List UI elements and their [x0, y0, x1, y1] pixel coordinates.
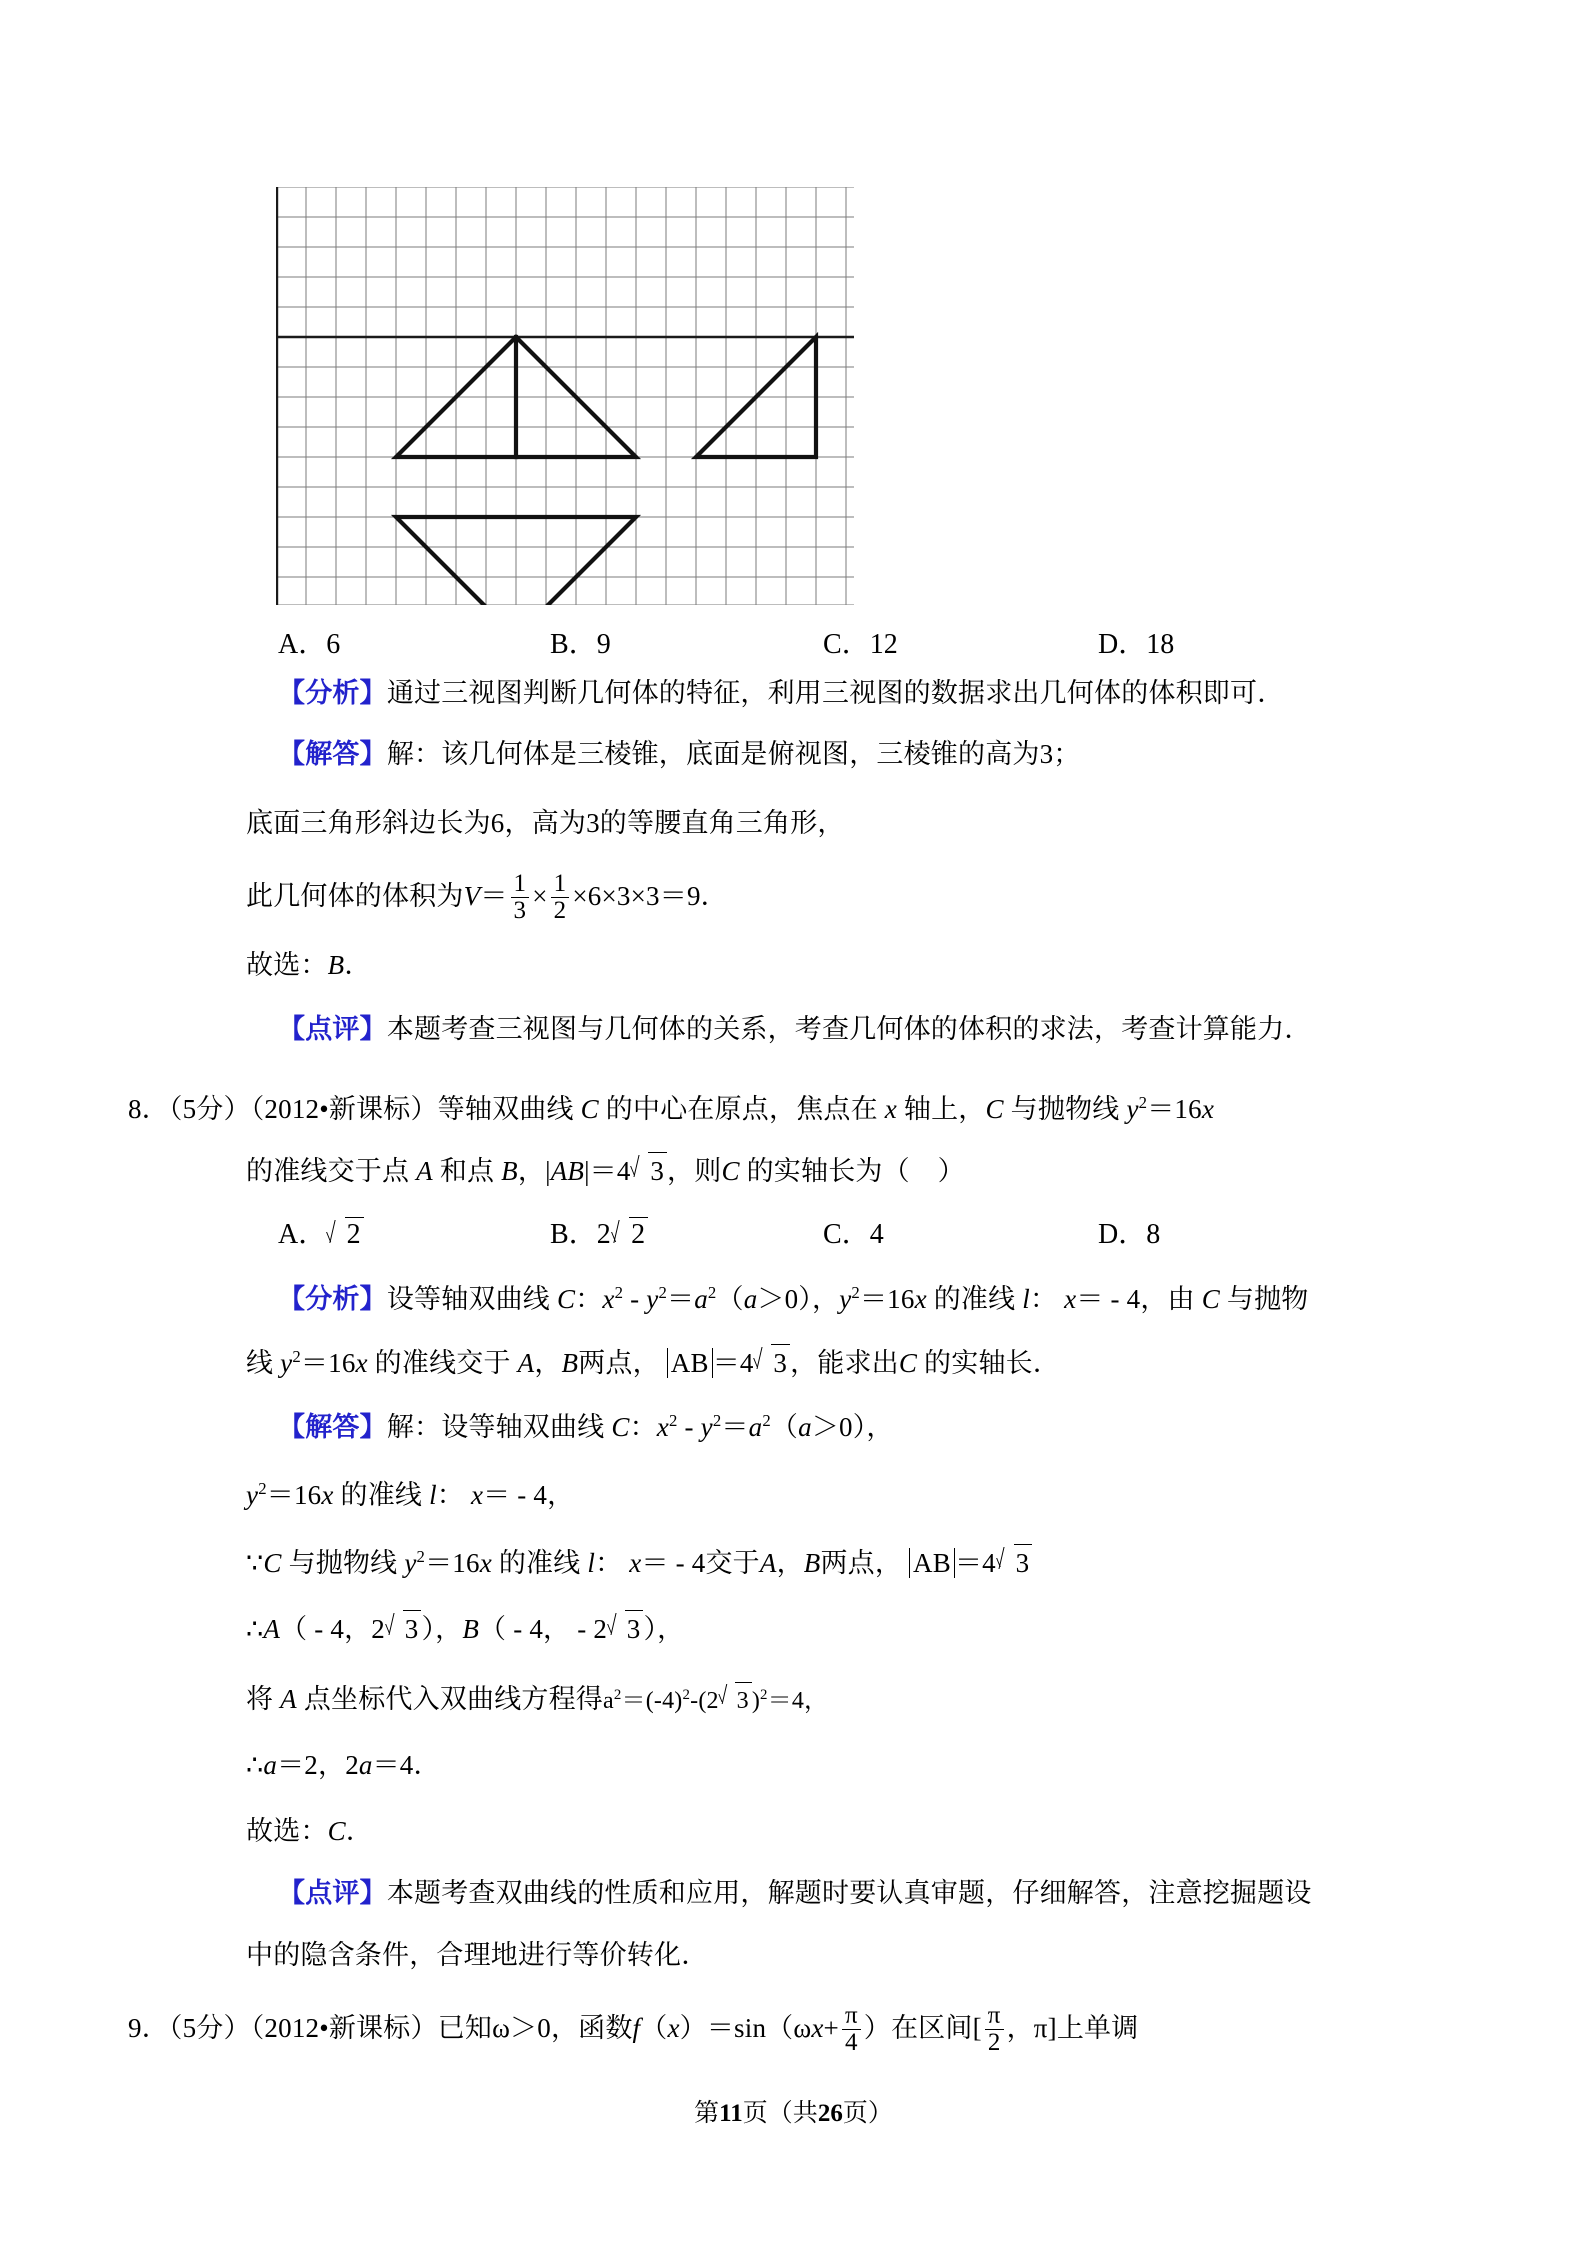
q8-so5-8: ＝4，: [767, 1688, 829, 1714]
q8-an2-12: C: [898, 1348, 918, 1378]
q8-an-21: 与抛物: [1226, 1284, 1309, 1314]
q8-so5-a: [603, 1688, 828, 1714]
q8-stem-f: C: [985, 1094, 1004, 1124]
q8-so5-1: 将: [246, 1684, 274, 1714]
footer-middle: 页（共: [742, 2100, 818, 2127]
q8-so3-15: ＝4: [954, 1548, 996, 1578]
q8-so5-4: a: [603, 1688, 614, 1714]
q8-option-a-label: A: [278, 1219, 299, 1250]
radical: [720, 1682, 752, 1718]
q9-source: （2012•新课标）: [250, 2012, 438, 2043]
radicand: 3: [771, 1344, 790, 1380]
q7-volume-prefix: 此几何体的体积为: [246, 880, 464, 911]
q8-an-4sup: 2: [614, 1283, 624, 1302]
review-text-1: 本题考查双曲线的性质和应用，解题时要认真审题，仔细解答，注意挖掘题设: [386, 1878, 1312, 1908]
q8-so4-6: ），: [643, 1614, 685, 1644]
q8-so-10: a: [798, 1412, 812, 1442]
footer-suffix: 页）: [842, 2100, 893, 2127]
q8-l2-d: B: [501, 1156, 518, 1186]
q8-an-17: ：: [1030, 1284, 1058, 1314]
q8-stem-h-sup: 2: [1138, 1093, 1148, 1112]
q8-so-9: （: [770, 1412, 799, 1442]
q8-score: （5分）: [168, 1094, 251, 1124]
radical: [997, 1544, 1032, 1580]
q8-an-5: -: [623, 1284, 647, 1314]
q8-l2-g: |＝4: [584, 1156, 631, 1186]
choose-dot: ．: [345, 1816, 374, 1846]
page-footer: [0, 2093, 1587, 2129]
q8-an-8: a: [694, 1284, 708, 1314]
q8-stem-j: x: [1201, 1094, 1214, 1124]
fraction-denominator: 2: [551, 897, 570, 924]
choose-label: 故选：: [246, 1816, 328, 1846]
grid-lines: [276, 187, 854, 605]
q8-so-11: ＞0），: [811, 1412, 894, 1442]
volume-variable: V: [463, 880, 481, 911]
q8-an-19: ＝ - 4，由: [1076, 1284, 1195, 1314]
radicand: 3: [648, 1152, 667, 1188]
volume-tail: ×6×3×3＝9．: [572, 880, 728, 911]
q8-so-7: ＝: [721, 1412, 749, 1442]
q7-solution-line: [278, 737, 1081, 771]
q8-so3-3: y: [404, 1548, 417, 1578]
q7-option-d[interactable]: D．18: [1098, 629, 1175, 660]
q8-solution-line-1: [278, 1404, 894, 1444]
q8-solution-line-5: [246, 1678, 828, 1718]
q8-so5-2: A: [280, 1684, 297, 1714]
q8-source: （2012•新课标）: [250, 1094, 438, 1124]
q8-l2-j: 的实轴长为（: [746, 1156, 910, 1186]
q7-review-line: [278, 1012, 1312, 1046]
radical: [608, 1610, 643, 1646]
q8-solution-line-3: [246, 1540, 1032, 1580]
q8-option-c[interactable]: C．4: [823, 1219, 884, 1250]
q8-so3-10: ＝ - 4交于: [641, 1548, 760, 1578]
q8-so-6sup: 2: [712, 1411, 722, 1430]
radicand: 2: [345, 1217, 364, 1251]
q8-so-5: -: [677, 1412, 701, 1442]
radicand: 3: [735, 1682, 752, 1718]
q8-option-b-coef: 2: [596, 1219, 611, 1250]
fraction-pi-over-4: [842, 2003, 861, 2057]
q8-so-2: C: [611, 1412, 630, 1442]
radicand: 3: [625, 1610, 644, 1646]
q8-number: 8．: [128, 1094, 169, 1124]
q8-so-3: ：: [629, 1412, 657, 1442]
q8-an-13: ＝16: [859, 1284, 915, 1314]
q8-so3-0: ∵: [246, 1548, 264, 1578]
fraction-one-third: [511, 871, 530, 925]
q8-an2-10: ＝4: [712, 1348, 754, 1378]
q8-so2-2: ＝16: [266, 1480, 322, 1510]
q8-so2-8: ＝ - 4，: [483, 1480, 575, 1510]
q8-so3-8: ：: [595, 1548, 623, 1578]
q8-an-6: y: [646, 1284, 659, 1314]
q8-so3-11: A: [759, 1548, 777, 1578]
q9-t9: ，π]上单调: [1006, 2012, 1139, 2043]
q8-option-a[interactable]: A． 2: [278, 1212, 364, 1252]
q8-l2-f: AB: [550, 1156, 585, 1186]
q8-an-20: C: [1201, 1284, 1220, 1314]
q8-so3-13: B: [803, 1548, 821, 1578]
q8-so2-1sup: 2: [258, 1479, 267, 1498]
review-tag: 【点评】: [278, 1014, 387, 1044]
q8-an2-1: 线: [246, 1348, 274, 1378]
absolute-value-AB: [667, 1348, 713, 1378]
q9-t5: ）＝sin（ω: [679, 2012, 812, 2043]
abs-content: AB: [670, 1348, 709, 1378]
fraction-denominator: 4: [842, 2029, 861, 2056]
solution-intro: 解：该几何体是三棱锥，底面是俯视图，三棱锥的高为3；: [386, 739, 1081, 769]
q8-so-4: x: [656, 1412, 669, 1442]
q8-an2-11: ，能求出: [790, 1348, 899, 1378]
radicand: 2: [629, 1217, 648, 1251]
radical: [386, 1610, 421, 1646]
q8-stem-e: 轴上，: [903, 1094, 986, 1124]
radical: [632, 1152, 667, 1188]
q8-stem-c: 的中心在原点，焦点在: [605, 1094, 878, 1124]
q8-l2-a: 的准线交于点: [246, 1156, 410, 1186]
q8-so2-4: 的准线: [340, 1480, 423, 1510]
q8-so5-7sup: 2: [760, 1687, 768, 1703]
q8-an-6sup: 2: [658, 1283, 668, 1302]
q8-option-d[interactable]: D．8: [1098, 1219, 1161, 1250]
q8-so6-0: ∴: [246, 1750, 264, 1780]
fraction-denominator: 2: [985, 2029, 1004, 2056]
radical: [612, 1217, 648, 1251]
q8-so5-5: ＝(-4): [621, 1688, 683, 1714]
choose-label: 故选：: [246, 950, 328, 980]
solution-tag: 【解答】: [278, 1412, 387, 1442]
q8-an-10: a: [743, 1284, 758, 1314]
q8-so3-6: 的准线: [498, 1548, 581, 1578]
q8-so6-1: a: [263, 1750, 278, 1780]
radicand: 3: [403, 1610, 422, 1646]
q8-so-8sup: 2: [762, 1411, 771, 1430]
radical: [327, 1217, 363, 1251]
times-operator: ×: [532, 880, 548, 911]
choose-value: B: [327, 950, 345, 980]
q8-l2-i: C: [721, 1156, 740, 1186]
q8-an-18: x: [1064, 1284, 1077, 1314]
q8-so6-3: a: [358, 1750, 373, 1780]
q8-so2-1: y: [246, 1480, 259, 1510]
q8-so5-3: 点坐标代入双曲线方程得: [303, 1684, 604, 1714]
q8-analysis-line-1: [278, 1276, 1308, 1316]
q8-an2-7: ，: [534, 1348, 562, 1378]
q7-analysis-line: [278, 676, 1284, 710]
radical: [755, 1344, 790, 1380]
analysis-tag: 【分析】: [278, 1284, 387, 1314]
q8-an2-3: ＝16: [300, 1348, 356, 1378]
q8-stem-line-2: [246, 1152, 965, 1188]
q8-so2-3: x: [321, 1480, 334, 1510]
q8-so3-4: ＝16: [425, 1548, 480, 1578]
q8-l2-b: A: [416, 1156, 433, 1186]
q9-t8: ）在区间[: [863, 2012, 982, 2043]
solution-tag: 【解答】: [278, 739, 387, 769]
q8-so5-4sup: 2: [613, 1687, 622, 1703]
fraction-pi-over-2: [985, 2003, 1004, 2057]
q8-so-4sup: 2: [668, 1411, 678, 1430]
q8-so4-5: （ - 4， - 2: [479, 1614, 608, 1644]
q8-choose-line: [246, 1814, 373, 1848]
q8-an-16: l: [1022, 1284, 1030, 1314]
q7-option-c-label: C: [823, 629, 842, 660]
q8-so6-2: ＝2，2: [277, 1750, 359, 1780]
q8-solution-line-4: [246, 1610, 684, 1646]
footer-prefix: 第: [694, 2100, 720, 2127]
q8-stem-a: 等轴双曲线: [437, 1094, 574, 1124]
q8-so3-1: C: [263, 1548, 282, 1578]
q8-so3-3sup: 2: [416, 1547, 426, 1566]
q8-an2-6: A: [517, 1348, 535, 1378]
q7-option-a-value: 6: [326, 629, 341, 660]
q8-stem-d: x: [884, 1094, 897, 1124]
review-text: 本题考查三视图与几何体的关系，考查几何体的体积的求法，考查计算能力．: [386, 1014, 1312, 1044]
fraction-one-half: [551, 871, 570, 925]
q8-an2-9: 两点，: [578, 1348, 660, 1378]
q8-so4-4: B: [462, 1614, 480, 1644]
q8-an-2: C: [556, 1284, 576, 1314]
review-tag: 【点评】: [278, 1878, 387, 1908]
q8-an-11: ＞0），: [757, 1284, 840, 1314]
q8-an-15: 的准线: [933, 1284, 1016, 1314]
q8-an-1: 设等轴双曲线: [386, 1284, 551, 1314]
q8-option-d-value: 8: [1146, 1219, 1161, 1250]
q8-so2-5: l: [429, 1480, 437, 1510]
choose-dot: ．: [344, 950, 372, 980]
q8-so3-5: x: [479, 1548, 492, 1578]
fraction-numerator: 1: [553, 870, 567, 897]
grid-border: [276, 187, 854, 605]
q8-so5-6: -(2: [690, 1688, 719, 1714]
q8-l2-k: ）: [937, 1156, 965, 1186]
q8-so2-7: x: [470, 1480, 484, 1510]
absolute-value-AB: [909, 1548, 955, 1578]
q7-option-c[interactable]: C．12: [823, 629, 898, 660]
q8-so2-6: ：: [436, 1480, 464, 1510]
q7-option-b-label: B: [550, 629, 569, 660]
q9-stem-line: [128, 2004, 1138, 2058]
radicand: 3: [1014, 1544, 1033, 1580]
q8-so5-7: ): [751, 1688, 761, 1714]
q9-t4: x: [667, 2012, 680, 2043]
q7-option-c-value: 12: [869, 629, 898, 660]
q8-option-b-label: B: [550, 1219, 569, 1250]
q8-stem-b: C: [580, 1094, 599, 1124]
analysis-text: 通过三视图判断几何体的特征，利用三视图的数据求出几何体的体积即可．: [386, 678, 1285, 708]
q8-so4-0: ∴: [246, 1614, 264, 1644]
q8-an2-4: x: [355, 1348, 368, 1378]
q8-so3-2: 与抛物线: [288, 1548, 398, 1578]
q7-option-b-value: 9: [596, 629, 611, 660]
q8-an2-2: y: [280, 1348, 293, 1378]
q8-so4-2: （ - 4，2: [280, 1614, 385, 1644]
q8-an-3: ：: [575, 1284, 603, 1314]
q8-so-8: a: [748, 1412, 763, 1442]
q8-an2-13: 的实轴长．: [924, 1348, 1061, 1378]
q8-an-8sup: 2: [707, 1283, 717, 1302]
q8-so3-14: 两点，: [820, 1548, 903, 1578]
q8-l2-e: ，|: [517, 1156, 551, 1186]
q8-so4-3: ），: [421, 1614, 463, 1644]
review-text-2: 中的隐含条件，合理地进行等价转化．: [246, 1940, 709, 1970]
q9-t1: 已知ω＞0，函数: [437, 2012, 633, 2043]
footer-total-pages: 26: [817, 2100, 843, 2127]
q8-an-4: x: [602, 1284, 615, 1314]
fraction-numerator: 1: [513, 870, 527, 897]
q8-analysis-line-2: [246, 1340, 1060, 1380]
q8-so6-4: ＝4．: [372, 1750, 441, 1780]
analysis-tag: 【分析】: [278, 678, 387, 708]
fraction-denominator: 3: [511, 897, 530, 924]
q8-l2-c: 和点: [439, 1156, 495, 1186]
q8-an-9: （: [716, 1284, 744, 1314]
q8-option-c-label: C: [823, 1219, 842, 1250]
q8-option-c-value: 4: [869, 1219, 884, 1250]
q9-t7: +: [823, 2012, 839, 2043]
q8-stem-i: ＝16: [1147, 1094, 1202, 1124]
q8-an2-5: 的准线交于: [374, 1348, 511, 1378]
q8-l2-h: ，则: [667, 1156, 722, 1186]
q8-so-1: 解：设等轴双曲线: [386, 1412, 605, 1442]
q8-an-12sup: 2: [851, 1283, 860, 1302]
fraction-numerator: π: [987, 2002, 1001, 2029]
q8-solution-line-6: [246, 1748, 441, 1782]
q7-option-a-label: A: [278, 629, 299, 660]
q8-stem-g: 与抛物线: [1010, 1094, 1120, 1124]
q7-choose-line: [246, 948, 372, 982]
q9-score: （5分）: [168, 2012, 251, 2043]
q8-so3-12: ，: [776, 1548, 804, 1578]
q8-an-14: x: [914, 1284, 927, 1314]
q7-volume-line: [246, 872, 728, 926]
q9-t2: f: [632, 2012, 641, 2043]
q7-option-a[interactable]: A．6: [278, 629, 341, 660]
q9-t3: （: [640, 2012, 668, 2043]
q8-stem-h: y: [1126, 1094, 1139, 1124]
q9-t6: x: [811, 2012, 824, 2043]
q7-option-b[interactable]: B．9: [550, 629, 611, 660]
footer-page-number: 11: [719, 2100, 743, 2127]
q8-an2-2sup: 2: [292, 1347, 301, 1366]
q8-so5-5sup: 2: [682, 1687, 691, 1703]
q7-solution-line-2: [246, 806, 845, 840]
q8-an2-8: B: [561, 1348, 579, 1378]
q8-review-line-1: [278, 1876, 1312, 1910]
three-view-grid-figure: [276, 187, 854, 605]
q8-stem-line-1: [128, 1086, 1214, 1126]
q7-option-d-value: 18: [1146, 629, 1175, 660]
q8-an-12: y: [839, 1284, 852, 1314]
q7-option-d-label: D: [1098, 629, 1119, 660]
q8-so3-9: x: [629, 1548, 642, 1578]
q9-number: 9．: [128, 2012, 169, 2043]
q8-an-7: ＝: [667, 1284, 695, 1314]
volume-equals: ＝: [480, 880, 508, 911]
q8-review-line-2: [246, 1938, 708, 1972]
q8-option-d-label: D: [1098, 1219, 1119, 1250]
q8-so3-7: l: [587, 1548, 596, 1578]
q7-line2-text: 底面三角形斜边长为6，高为3的等腰直角三角形，: [246, 808, 845, 838]
q8-solution-line-2: [246, 1472, 574, 1512]
abs-content: AB: [913, 1548, 951, 1578]
fraction-numerator: π: [844, 2002, 858, 2029]
q8-so4-1: A: [263, 1614, 281, 1644]
choose-value: C: [327, 1816, 346, 1846]
q8-option-b[interactable]: B．2 2: [550, 1212, 648, 1252]
q8-so-6: y: [700, 1412, 713, 1442]
